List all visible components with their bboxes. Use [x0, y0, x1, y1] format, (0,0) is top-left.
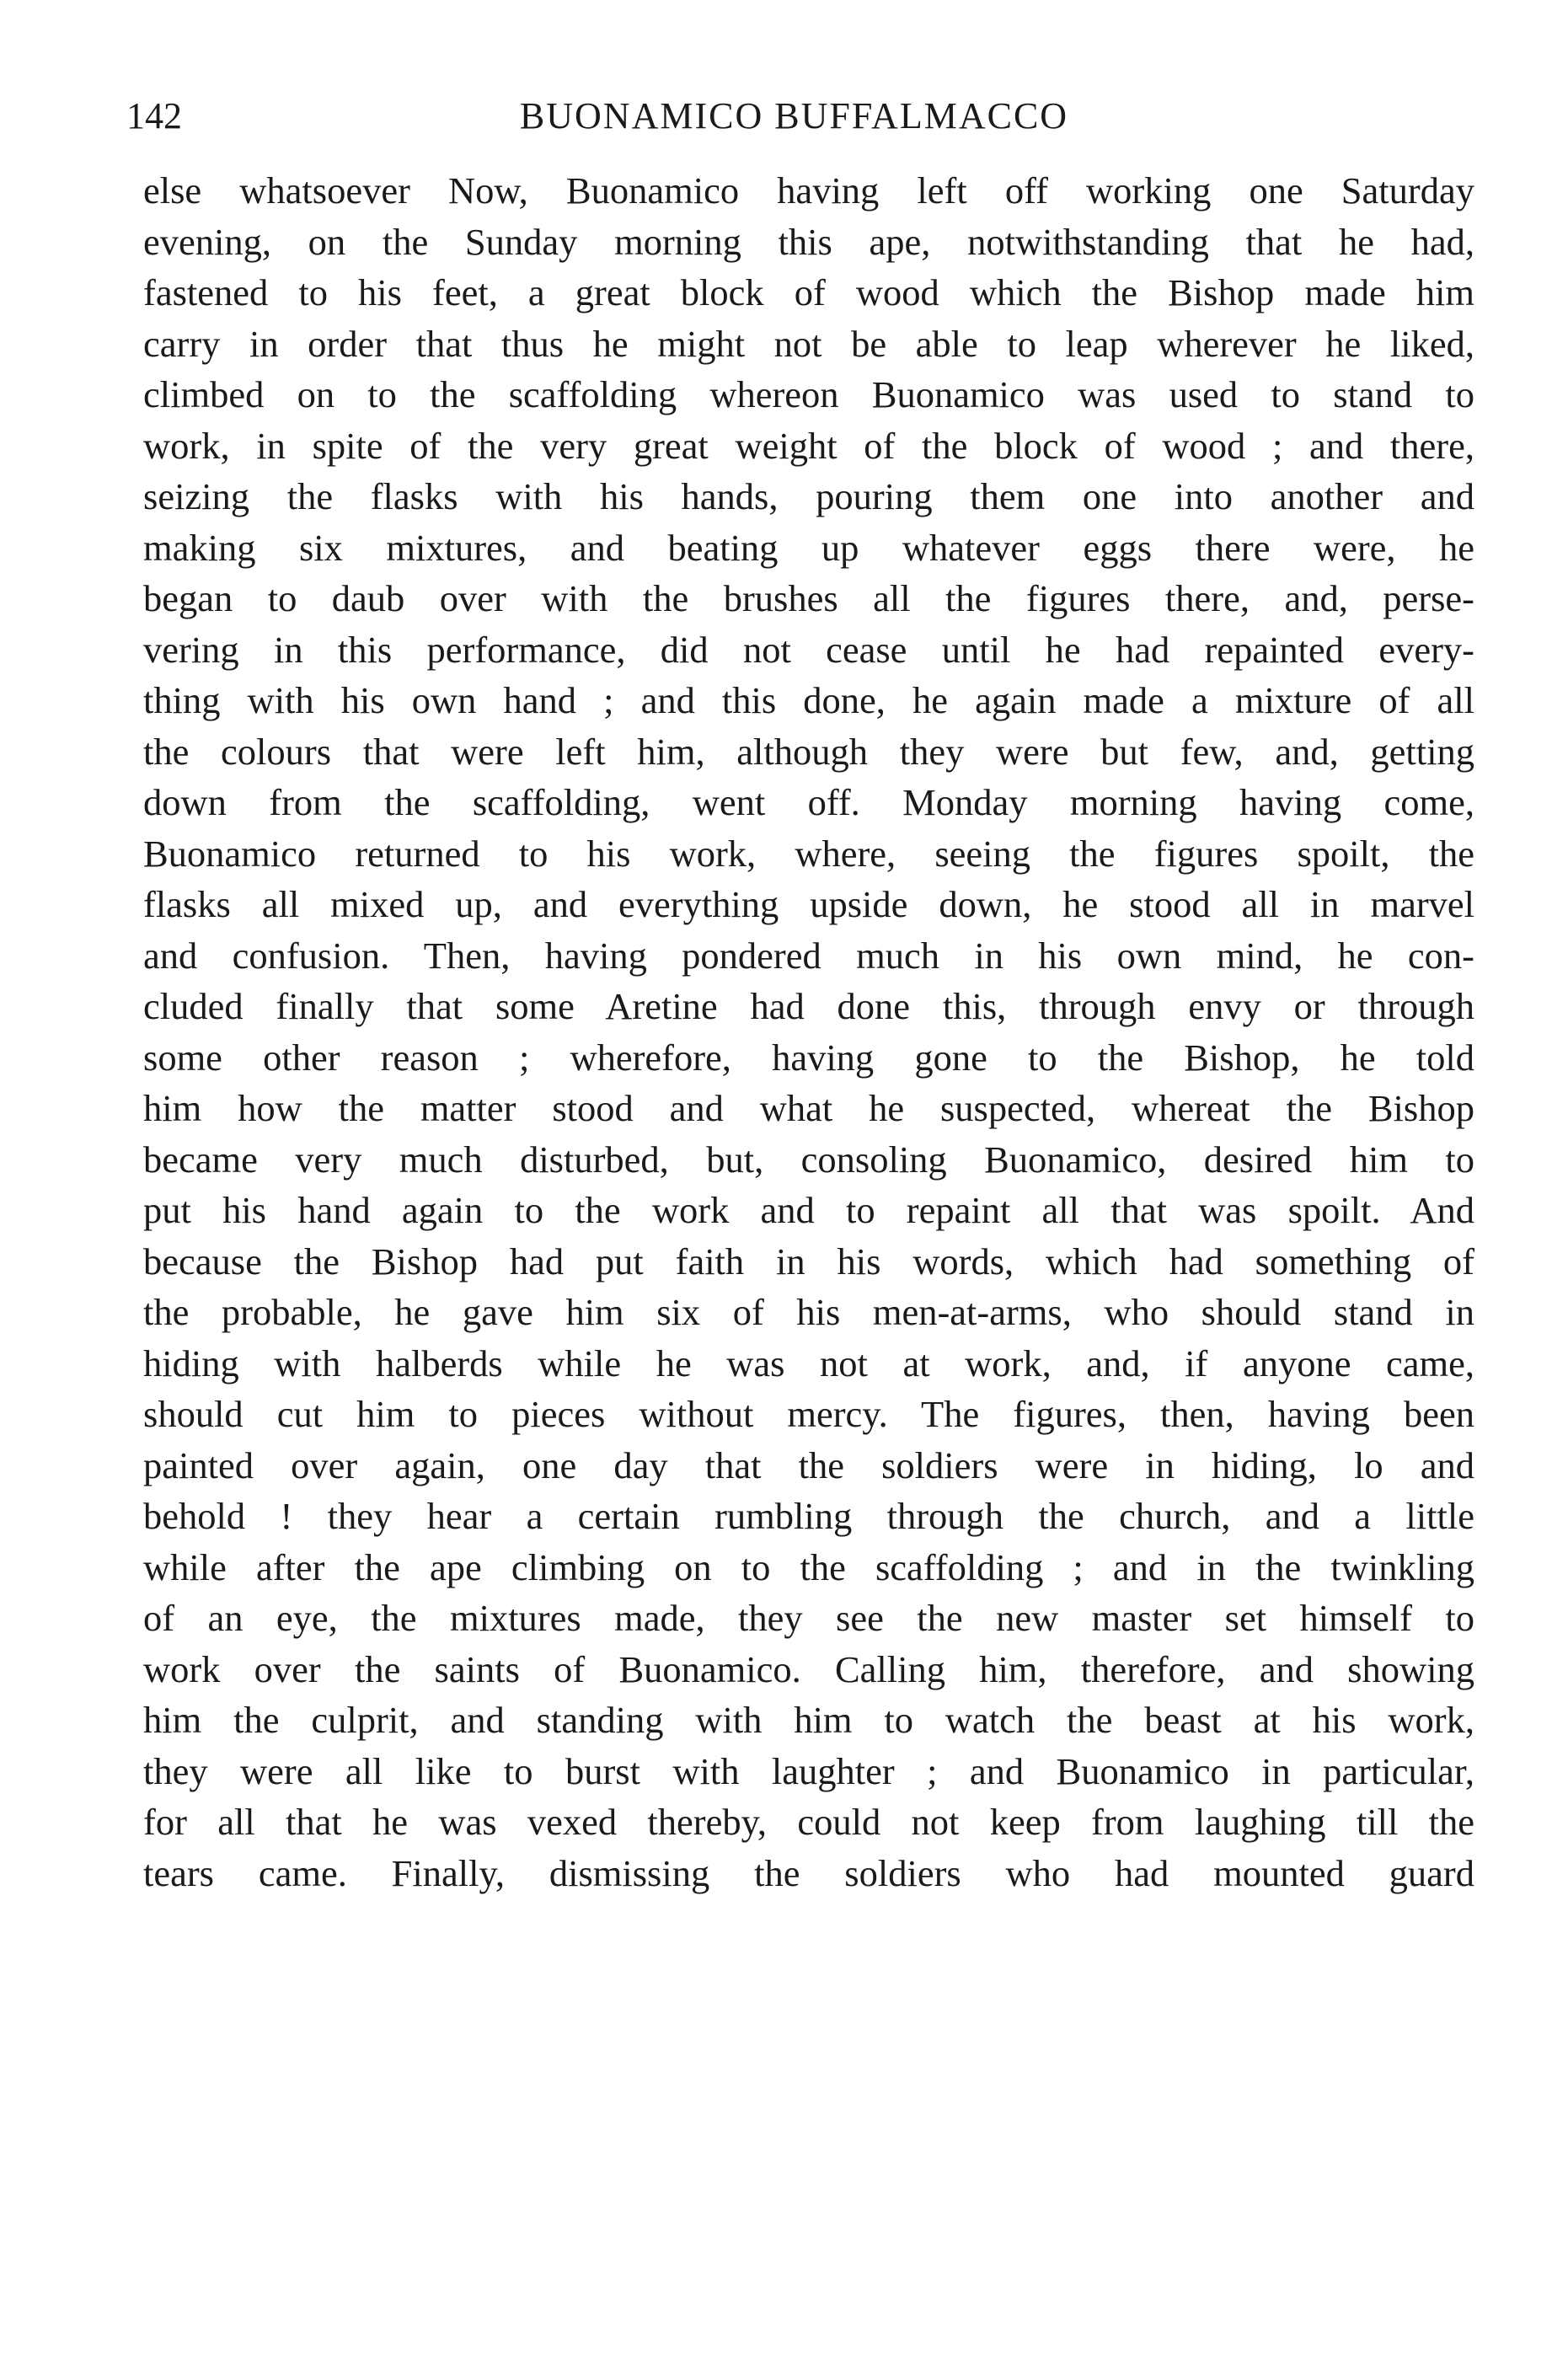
- text-line: hiding with halberds while he was not at work, and, if anyone came,: [143, 1341, 1474, 1384]
- page-number: 142: [126, 95, 182, 137]
- text-line: work over the saints of Buonamico. Calling him, therefore, and showing: [143, 1647, 1474, 1690]
- text-line: vering in this performance, did not cease until he had repainted every-: [143, 628, 1474, 671]
- text-line: down from the scaffolding, went off. Monday morning having come,: [143, 781, 1474, 823]
- text-line: the colours that were left him, although they were but few, and, getting: [143, 730, 1474, 773]
- text-line: behold ! they hear a certain rumbling through the church, and a little: [143, 1495, 1474, 1537]
- text-line: fastened to his feet, a great block of wood which the Bishop made him: [143, 271, 1474, 313]
- text-line: the probable, he gave him six of his men-at-arms, who should stand in: [143, 1291, 1474, 1333]
- text-line: him the culprit, and standing with him to watch the beast at his work,: [143, 1699, 1474, 1741]
- text-line: climbed on to the scaffolding whereon Buonamico was used to stand to: [143, 373, 1474, 415]
- text-line: evening, on the Sunday morning this ape, notwithstanding that he had,: [143, 220, 1474, 263]
- text-line: put his hand again to the work and to repaint all that was spoilt. And: [143, 1189, 1474, 1231]
- text-line: for all that he was vexed thereby, could not keep from laughing till the: [143, 1801, 1474, 1843]
- text-line: should cut him to pieces without mercy. The figures, then, having been: [143, 1393, 1474, 1435]
- text-line: him how the matter stood and what he suspected, whereat the Bishop: [143, 1087, 1474, 1129]
- text-line: and confusion. Then, having pondered much in his own mind, he con-: [143, 934, 1474, 977]
- text-line: seizing the flasks with his hands, pouring them one into another and: [143, 475, 1474, 517]
- text-line: while after the ape climbing on to the scaffolding ; and in the twinkling: [143, 1545, 1474, 1588]
- text-line: they were all like to burst with laughter ; and Buonamico in particular,: [143, 1749, 1474, 1792]
- page-header: [126, 91, 1462, 142]
- text-line: some other reason ; wherefore, having gone to the Bishop, he told: [143, 1036, 1474, 1079]
- running-head: BUONAMICO BUFFALMACCO: [519, 95, 1069, 137]
- text-line: making six mixtures, and beating up whatever eggs there were, he: [143, 526, 1474, 569]
- text-line: thing with his own hand ; and this done, he again made a mixture of all: [143, 679, 1474, 721]
- text-line: else whatsoever Now, Buonamico having left off working one Saturday: [143, 169, 1474, 212]
- text-line: cluded finally that some Aretine had done this, through envy or through: [143, 985, 1474, 1027]
- text-line: carry in order that thus he might not be able to leap wherever he liked,: [143, 322, 1474, 365]
- text-line: became very much disturbed, but, consoling Buonamico, desired him to: [143, 1138, 1474, 1181]
- text-line: tears came. Finally, dismissing the soldiers who had mounted guard: [143, 1851, 1474, 1894]
- text-line: flasks all mixed up, and everything upside down, he stood all in marvel: [143, 883, 1474, 925]
- text-line: of an eye, the mixtures made, they see the new master set himself to: [143, 1597, 1474, 1639]
- text-line: Buonamico returned to his work, where, seeing the figures spoilt, the: [143, 832, 1474, 875]
- text-line: because the Bishop had put faith in his words, which had something of: [143, 1240, 1474, 1283]
- text-line: began to daub over with the brushes all the figures there, and, perse-: [143, 577, 1474, 619]
- text-line: work, in spite of the very great weight of the block of wood ; and there,: [143, 424, 1474, 467]
- body-paragraph: [143, 165, 1474, 1898]
- text-line: painted over again, one day that the soldiers were in hiding, lo and: [143, 1443, 1474, 1486]
